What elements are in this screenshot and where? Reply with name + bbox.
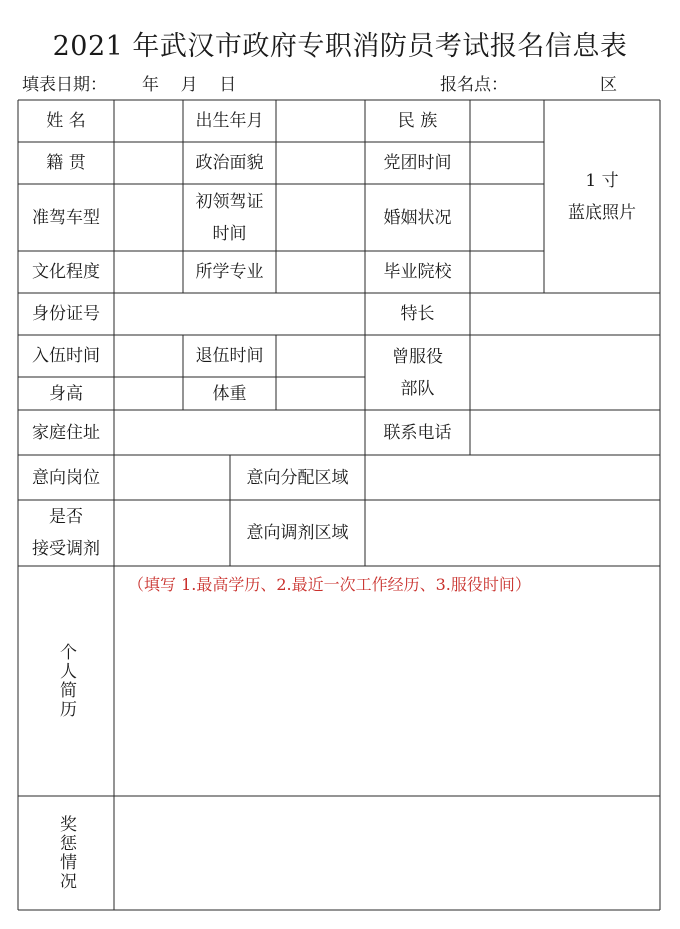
input-weight[interactable] — [276, 377, 365, 410]
label-native: 籍 贯 — [46, 153, 86, 173]
registration-site-label: 报名点： — [440, 75, 508, 95]
fill-date-fields[interactable]: 年 月 日 — [142, 75, 237, 95]
label-political: 政治面貌 — [195, 153, 264, 173]
page-title: 2021 年武汉市政府专职消防员考试报名信息表 — [52, 31, 628, 62]
service-unit-line2: 部队 — [400, 378, 435, 399]
resume-hint: （填写 1.最高学历、2.最近一次工作经历、3.服役时间） — [128, 575, 531, 594]
label-license-type: 准驾车型 — [32, 207, 100, 228]
input-license-time[interactable] — [276, 184, 365, 251]
label-service-unit — [365, 335, 470, 410]
label-resume-cell — [18, 566, 114, 796]
input-political[interactable] — [276, 142, 365, 184]
input-specialty[interactable] — [470, 293, 660, 335]
photo-spec-label: 蓝底照片 — [568, 202, 636, 223]
input-marital[interactable] — [470, 184, 544, 251]
photo-size-label: 1 寸 — [585, 170, 619, 191]
input-education[interactable] — [114, 251, 183, 293]
input-discharge-time[interactable] — [276, 335, 365, 377]
license-time-line2: 时间 — [212, 223, 247, 244]
input-birth[interactable] — [276, 100, 365, 142]
label-weight: 体重 — [212, 383, 247, 404]
input-school[interactable] — [470, 251, 544, 293]
input-adjust-area[interactable] — [365, 500, 660, 566]
label-id-number: 身份证号 — [32, 304, 100, 324]
label-post: 意向岗位 — [32, 467, 100, 488]
label-height: 身高 — [49, 383, 83, 404]
label-marital: 婚姻状况 — [383, 207, 452, 228]
label-party-time: 党团时间 — [383, 153, 452, 173]
input-enlist-time[interactable] — [114, 335, 183, 377]
input-native[interactable] — [114, 142, 183, 184]
label-name: 姓 名 — [46, 111, 86, 131]
input-accept-adjust[interactable] — [114, 500, 230, 566]
label-address: 家庭住址 — [32, 422, 100, 443]
label-phone: 联系电话 — [383, 422, 452, 443]
label-rewards-cell — [18, 796, 114, 910]
input-service-unit[interactable] — [470, 335, 660, 410]
input-post[interactable] — [114, 455, 230, 500]
input-ethnicity[interactable] — [470, 100, 544, 142]
input-rewards[interactable] — [114, 796, 660, 910]
input-license-type[interactable] — [114, 184, 183, 251]
label-enlist-time: 入伍时间 — [32, 346, 100, 366]
label-rewards: 奖惩情况 — [56, 815, 76, 891]
label-major: 所学专业 — [195, 262, 264, 282]
input-name[interactable] — [114, 100, 183, 142]
label-license-time — [183, 184, 276, 251]
input-resume[interactable] — [114, 566, 660, 796]
input-party-time[interactable] — [470, 142, 544, 184]
input-address[interactable] — [114, 410, 365, 455]
accept-adjust-line2: 接受调剂 — [32, 539, 100, 559]
accept-adjust-line1: 是否 — [49, 507, 83, 527]
input-phone[interactable] — [470, 410, 660, 455]
service-unit-line1: 曾服役 — [392, 346, 443, 367]
label-education: 文化程度 — [32, 262, 100, 282]
label-specialty: 特长 — [400, 304, 435, 324]
photo-box[interactable] — [544, 100, 660, 293]
fill-date-label: 填表日期： — [22, 75, 107, 95]
input-height[interactable] — [114, 377, 183, 410]
label-ethnicity: 民 族 — [397, 111, 438, 131]
label-discharge-time: 退伍时间 — [195, 346, 264, 366]
label-accept-adjust — [18, 500, 114, 566]
label-school: 毕业院校 — [383, 262, 452, 282]
district-label: 区 — [600, 75, 617, 95]
input-id-number[interactable] — [114, 293, 365, 335]
input-major[interactable] — [276, 251, 365, 293]
license-time-line1: 初领驾证 — [195, 191, 264, 212]
label-resume: 个人简历 — [56, 643, 76, 719]
label-adjust-area: 意向调剂区域 — [246, 523, 349, 543]
label-birth: 出生年月 — [195, 111, 264, 131]
label-assign-area: 意向分配区域 — [246, 467, 349, 488]
input-assign-area[interactable] — [365, 455, 660, 500]
